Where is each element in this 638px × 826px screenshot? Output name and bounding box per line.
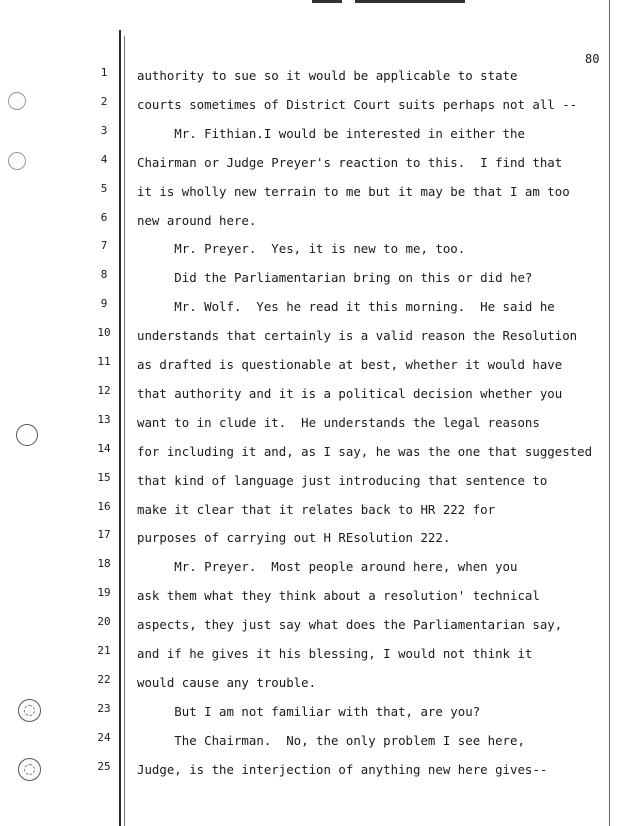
transcript-line: aspects, they just say what does the Parliamentarian say, <box>137 617 563 633</box>
punch-hole <box>18 699 41 722</box>
transcript-line: But I am not familiar with that, are you? <box>137 703 481 719</box>
transcript-line: Chairman or Judge Preyer's reaction to this. I find that <box>137 154 563 170</box>
line-number: 5 <box>100 181 108 195</box>
line-number: 18 <box>97 557 111 571</box>
line-number: 20 <box>97 615 111 629</box>
line-number: 8 <box>100 268 108 282</box>
transcript-line: The Chairman. No, the only problem I see here, <box>137 732 525 748</box>
page-number: 80 <box>585 52 600 66</box>
left-margin-rule-inner <box>124 36 125 826</box>
line-number: 22 <box>97 672 111 686</box>
punch-hole <box>16 424 38 446</box>
transcript-line: for including it and, as I say, he was the one that suggested <box>137 443 593 459</box>
transcript-line: it is wholly new terrain to me but it may be that I am too <box>137 183 570 199</box>
left-margin-rule <box>119 30 121 826</box>
transcript-line: as drafted is questionable at best, whether it would have <box>137 357 563 372</box>
line-number: 23 <box>97 701 111 715</box>
binding-hole-mark <box>8 92 26 110</box>
right-margin-rule <box>609 0 610 826</box>
transcript-line: Mr. Wolf. Yes he read it this morning. He said he <box>137 299 555 315</box>
transcript-line: that authority and it is a political decision whether you <box>137 385 563 401</box>
transcript-line: Mr. Preyer. Most people around here, when you <box>137 559 518 575</box>
transcript-line: and if he gives it his blessing, I would not think it <box>137 646 533 661</box>
line-number: 21 <box>97 644 111 657</box>
transcript-line: authority to sue so it would be applicable to state <box>137 68 518 83</box>
line-number: 4 <box>100 152 108 166</box>
transcript-line: that kind of language just introducing that sentence to <box>137 472 548 488</box>
line-number: 15 <box>97 470 111 484</box>
transcript-line: would cause any trouble. <box>137 674 317 690</box>
line-number: 7 <box>100 239 108 253</box>
line-number: 16 <box>97 499 111 513</box>
transcript-line: ask them what they think about a resolution' technical <box>137 588 540 604</box>
transcript-line: Mr. Fithian.I would be interested in either the <box>137 125 525 141</box>
transcript-line: purposes of carrying out H REsolution 222. <box>137 530 451 546</box>
transcript-line: new around here. <box>137 212 257 228</box>
line-number: 10 <box>97 326 111 340</box>
line-number: 12 <box>97 383 111 397</box>
line-number: 24 <box>97 730 111 744</box>
top-edge-mark <box>312 0 342 3</box>
top-edge-mark <box>355 0 465 3</box>
line-number: 13 <box>97 412 111 426</box>
line-number: 1 <box>100 66 108 79</box>
line-number: 25 <box>97 759 111 773</box>
transcript-line: Mr. Preyer. Yes, it is new to me, too. <box>137 241 466 257</box>
line-number: 19 <box>97 586 111 600</box>
line-number: 11 <box>97 355 111 368</box>
transcript-line: courts sometimes of District Court suits perhaps not all -- <box>137 96 578 112</box>
binding-hole-mark <box>8 152 26 170</box>
line-number: 3 <box>100 123 108 137</box>
punch-hole <box>18 758 41 781</box>
transcript-line: Did the Parliamentarian bring on this or did he? <box>137 270 533 286</box>
line-number: 17 <box>97 528 111 542</box>
transcript-line: Judge, is the interjection of anything new here gives-- <box>137 761 548 777</box>
line-number: 9 <box>100 297 108 311</box>
line-number: 2 <box>100 94 108 108</box>
line-number: 14 <box>97 441 111 455</box>
transcript-line: make it clear that it relates back to HR 222 for <box>137 501 496 517</box>
line-number: 6 <box>100 210 108 224</box>
transcript-line: understands that certainly is a valid reason the Resolution <box>137 328 578 344</box>
transcript-line: want to in clude it. He understands the legal reasons <box>137 414 540 430</box>
